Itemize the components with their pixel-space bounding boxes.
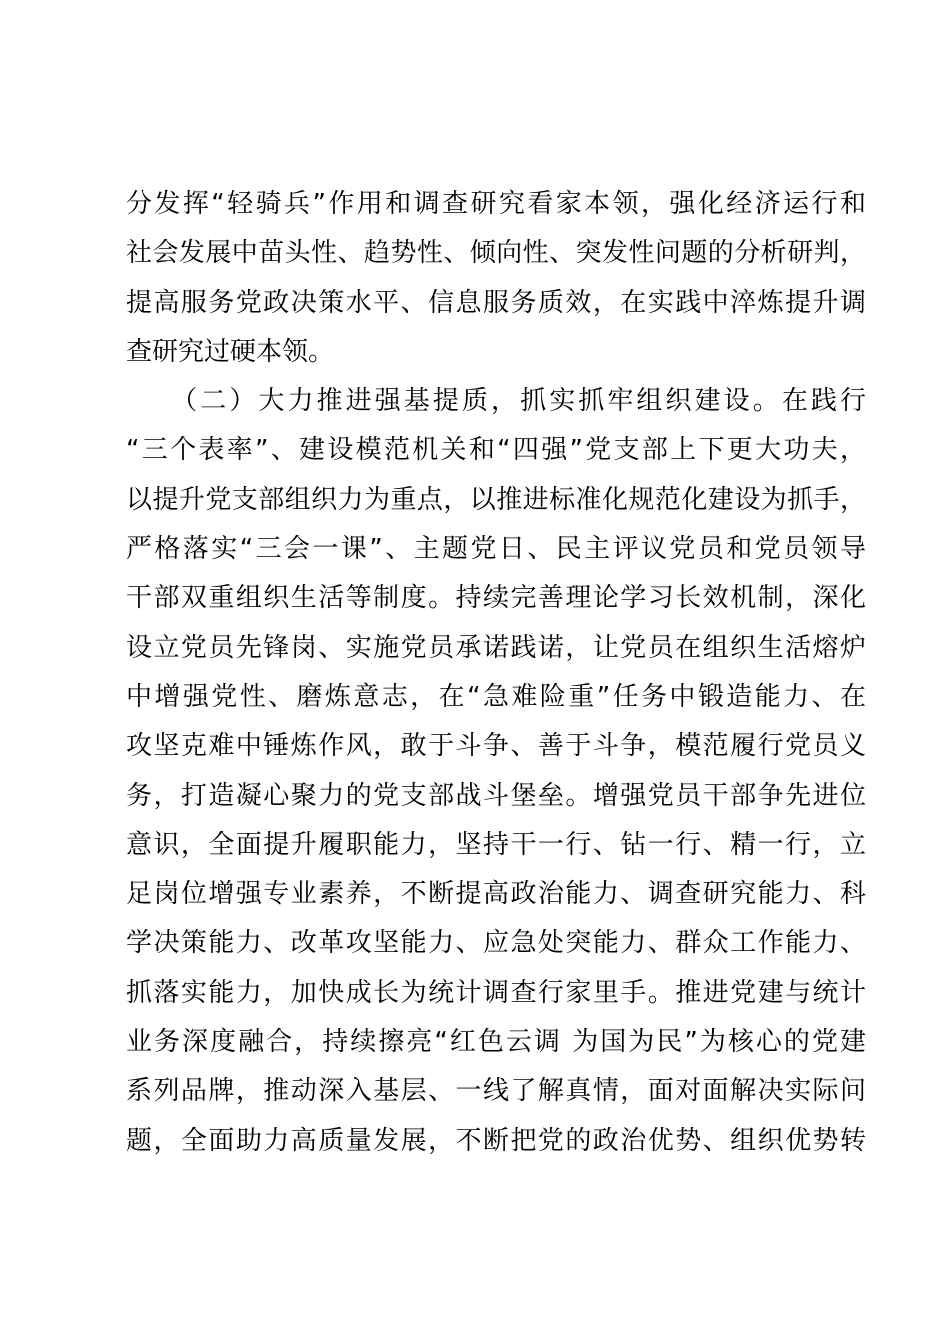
text-line: 社会发展中苗头性、趋势性、倾向性、突发性问题的分析研判，: [126, 238, 866, 269]
text-line: 严格落实“三会一课”、主题党日、民主评议党员和党员领导: [126, 534, 866, 565]
text-line: 意识，全面提升履职能力，坚持干一行、钻一行、精一行，立: [126, 829, 866, 860]
text-line: “三个表率”、建设模范机关和“四强”党支部上下更大功夫，: [126, 435, 866, 466]
text-line: 题，全面助力高质量发展，不断把党的政治优势、组织优势转: [126, 1125, 866, 1156]
text-line: 业务深度融合，持续擦亮“红色云调 为国为民”为核心的党建: [126, 1027, 866, 1058]
body-text: [126, 180, 866, 1166]
text-line: 设立党员先锋岗、实施党员承诺践诺，让党员在组织生活熔炉: [126, 632, 866, 663]
text-line: 攻坚克难中锤炼作风，敢于斗争、善于斗争，模范履行党员义: [126, 731, 866, 762]
text-line: 提高服务党政决策水平、信息服务质效，在实践中淬炼提升调: [126, 287, 866, 318]
section-heading-line: （二）大力推进强基提质，抓实抓牢组织建设。在践行: [126, 386, 866, 417]
text-line: 务，打造凝心聚力的党支部战斗堡垒。增强党员干部争先进位: [126, 780, 866, 811]
text-line: 分发挥“轻骑兵”作用和调查研究看家本领，强化经济运行和: [126, 189, 866, 219]
text-line: 以提升党支部组织力为重点，以推进标准化规范化建设为抓手，: [126, 484, 866, 515]
text-line: 学决策能力、改革攻坚能力、应急处突能力、群众工作能力、: [126, 928, 866, 959]
text-line: 中增强党性、磨炼意志，在“急难险重”任务中锻造能力、在: [126, 681, 866, 712]
text-line: 抓落实能力，加快成长为统计调查行家里手。推进党建与统计: [126, 977, 866, 1008]
text-line: 足岗位增强专业素养，不断提高政治能力、调查研究能力、科: [126, 879, 866, 910]
text-line: 干部双重组织生活等制度。持续完善理论学习长效机制，深化: [126, 583, 866, 614]
text-line: 查研究过硬本领。: [126, 336, 335, 367]
text-line: 系列品牌，推动深入基层、一线了解真情，面对面解决实际问: [126, 1076, 866, 1107]
